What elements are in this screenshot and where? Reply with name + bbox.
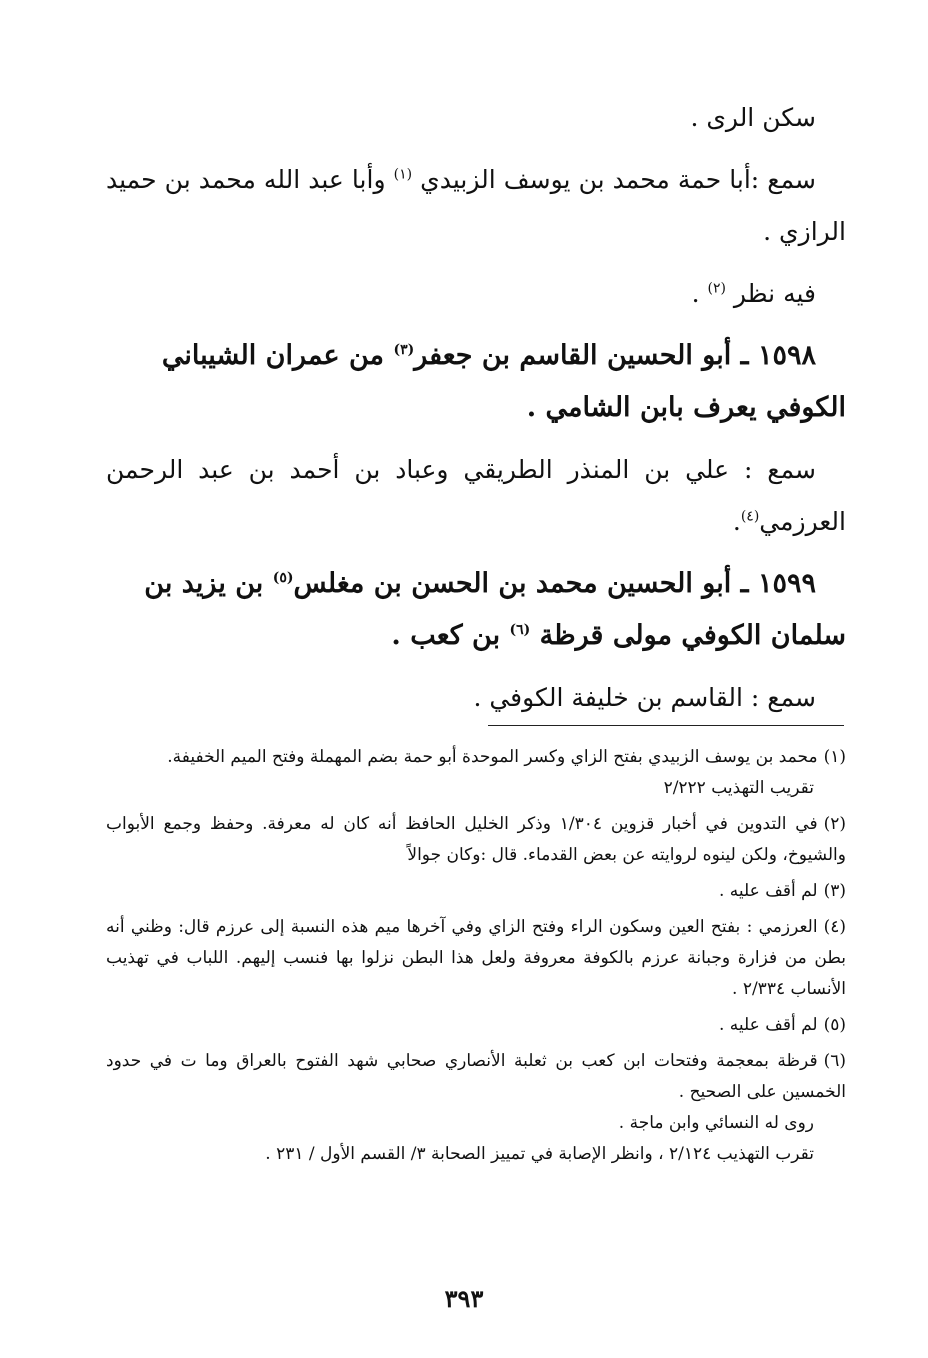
footnote-separator xyxy=(488,725,844,726)
footnote-number: (٢) xyxy=(823,814,847,834)
footnote-number: (٤) xyxy=(823,917,846,937)
footnote-ref-2[interactable]: (٢) xyxy=(707,280,726,297)
footnote-2 xyxy=(106,809,846,871)
paragraph-heard-from-2: سمع : علي بن المنذر الطريقي وعباد بن أحمد بن عبد الرحمن العرزمي$^{(٤)}$. xyxy=(106,455,846,536)
footnote-text: لم أقف عليه . xyxy=(719,881,818,901)
paragraph-residence: سكن الرى . xyxy=(690,103,816,132)
footnote-line: تقرب التهذيب ٢/١٢٤ ، وانظر الإصابة في تمييز الصحابة ٣/ القسم الأول / ٢٣١ . xyxy=(265,1144,814,1164)
footnote-number: (٥) xyxy=(823,1015,846,1035)
entry-heading-1598: ١٥٩٨ ـ أبو الحسين القاسم بن جعفر$^{(٣)}$ من عمران الشيباني الكوفي يعرف بابن الشامي . xyxy=(161,340,846,423)
footnote-number: (٦) xyxy=(823,1051,846,1071)
main-text xyxy=(106,92,846,734)
footnote-text: لم أقف عليه . xyxy=(719,1015,818,1035)
footnote-line: تقريب التهذيب ٢/٢٢٢ xyxy=(663,778,814,798)
footnote-number: (٣) xyxy=(823,881,846,901)
paragraph-remark: فيه نظر $^{(٢)}$ . xyxy=(691,279,816,308)
footnote-ref-3[interactable]: (٣) xyxy=(393,342,415,358)
footnote-number: (١) xyxy=(823,747,846,767)
paragraph-heard-from-3: سمع : القاسم بن خليفة الكوفي . xyxy=(473,683,816,712)
footnote-text: قرظة بمعجمة وفتحات ابن كعب بن ثعلبة الأنصاري صحابي شهد الفتوح بالعراق وما ت في حدود الخمسين على الصحيح . xyxy=(106,1051,846,1102)
entry-heading-1599: ١٥٩٩ ـ أبو الحسين محمد بن الحسن بن مغلس$^{(٥)}$ بن يزيد بن سلمان الكوفي مولى قرظة $^{(٦)}$ بن كعب . xyxy=(144,568,846,651)
footnote-ref-6[interactable]: (٦) xyxy=(509,622,531,638)
page-number: ٣٩٣ xyxy=(444,1284,484,1313)
footnote-3 xyxy=(106,876,846,907)
footnotes xyxy=(106,742,846,1175)
footnote-ref-4[interactable]: (٤) xyxy=(740,508,760,525)
footnote-ref-1[interactable]: (١) xyxy=(393,166,413,183)
footnote-4 xyxy=(106,912,846,1005)
footnote-text: محمد بن يوسف الزبيدي بفتح الزاي وكسر الموحدة أبو حمة بضم المهملة وفتح الميم الخفيفة. xyxy=(167,747,818,767)
footnote-ref-5[interactable]: (٥) xyxy=(272,570,294,586)
footnote-5 xyxy=(106,1010,846,1041)
footnote-text: في التدوين في أخبار قزوين ١/٣٠٤ وذكر الخليل الحافظ أنه كان له معرفة. وحفظ وجمع الأبواب والشيوخ، ولكن لينوه لروايته عن بعض القدماء. قال :وكان جوالاً xyxy=(106,814,846,865)
footnote-line: روى له النسائي وابن ماجة . xyxy=(618,1113,814,1133)
footnote-text: العرزمي : بفتح العين وسكون الراء وفتح الزاي وفي آخرها ميم هذه النسبة إلى عرزم قال: وظني أنه بطن من فزارة وجبانة عرزم بالكوفة معروفة ولعل هذا البطن نزلوا بها فنسب إليهم. اللباب في تهذيب الأنساب ٢/٣٣٤ . xyxy=(106,917,846,999)
footnote-1 xyxy=(106,742,846,804)
paragraph-heard-from-1: سمع :أبا حمة محمد بن يوسف الزبيدي $^{(١)}$ وأبا عبد الله محمد بن حميد الرازي . xyxy=(106,165,846,246)
footnote-6 xyxy=(106,1046,846,1170)
